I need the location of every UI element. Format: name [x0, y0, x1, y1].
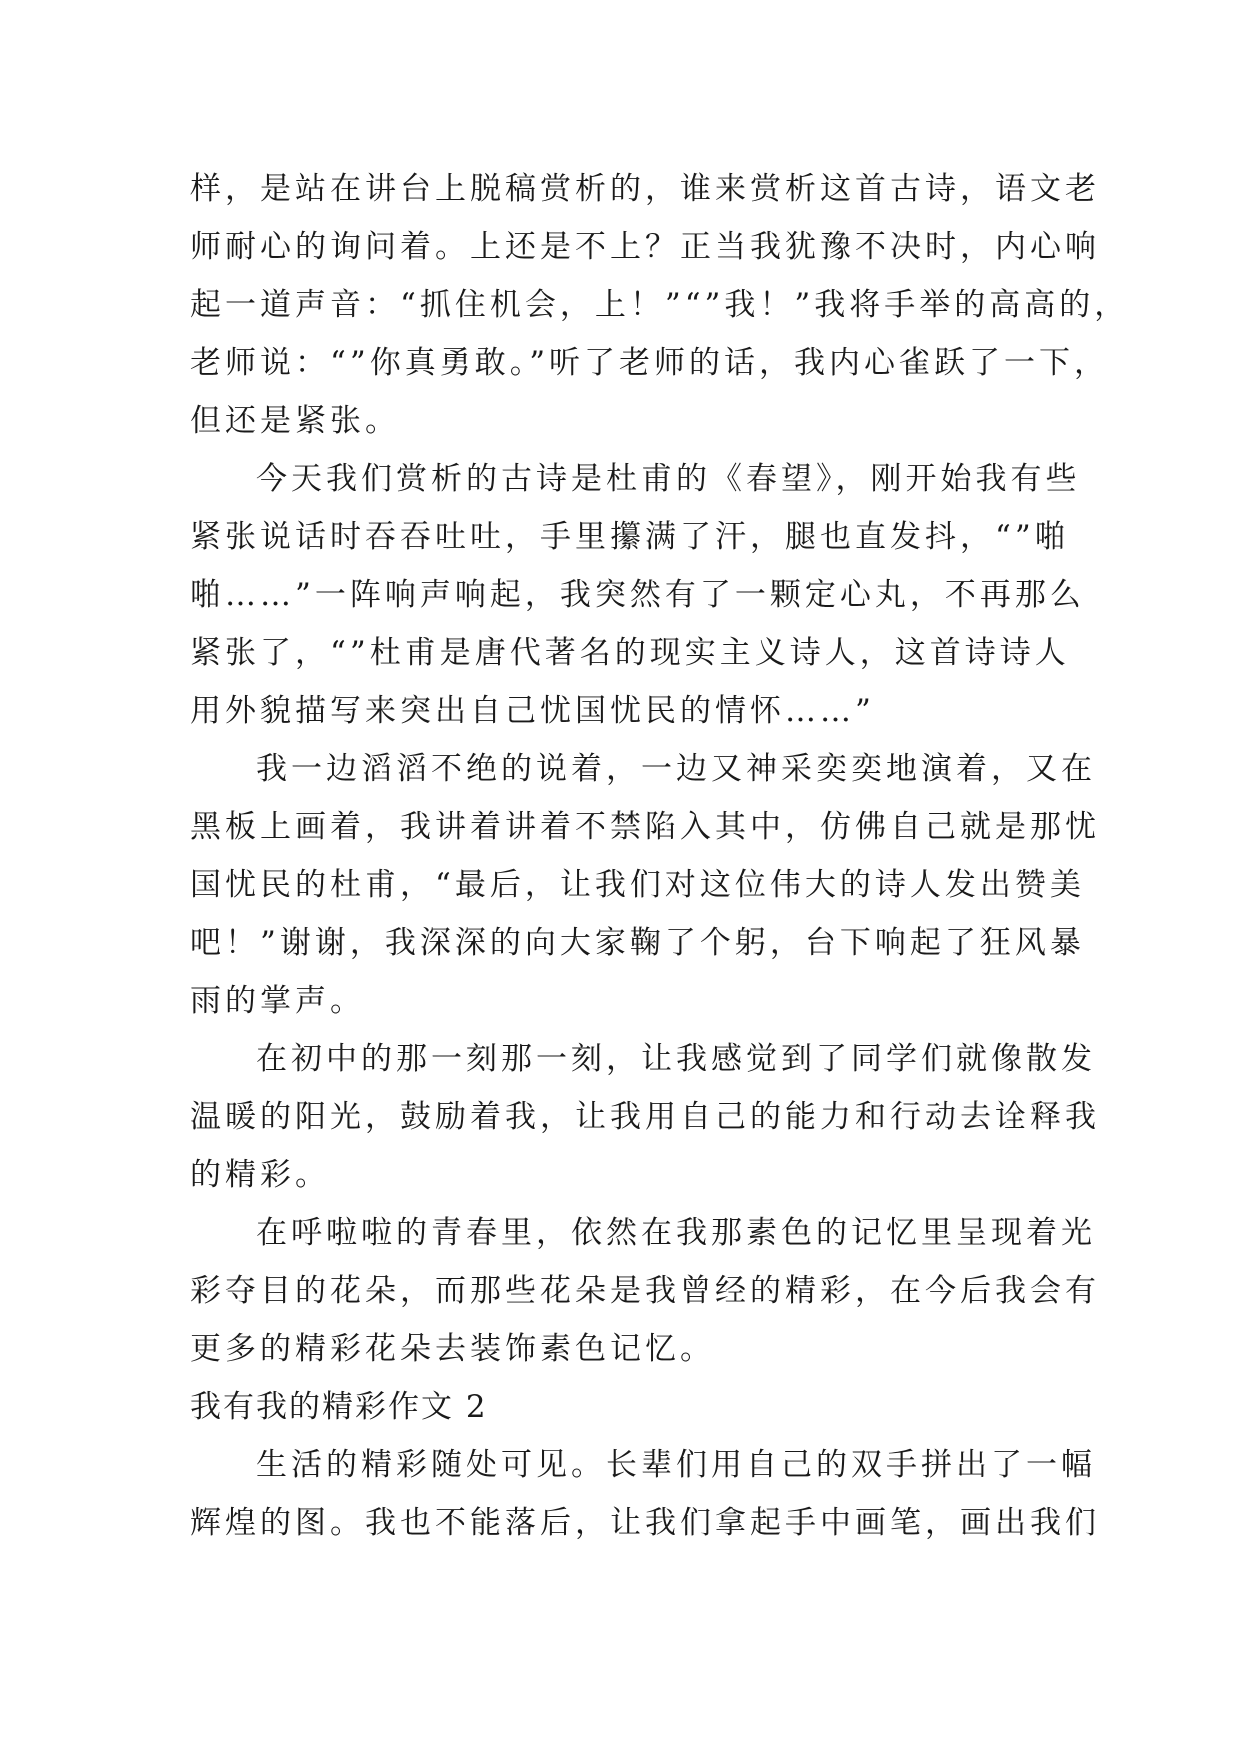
text-line: 起一道声音：“抓住机会，上！”“”我！”我将手举的高高的， — [190, 287, 1130, 323]
text-line: 在初中的那一刻那一刻，让我感觉到了同学们就像散发 — [256, 1041, 1096, 1077]
text-line: 彩夺目的花朵，而那些花朵是我曾经的精彩，在今后我会有 — [190, 1273, 1100, 1309]
text-line: 老师说：“”你真勇敢。”听了老师的话，我内心雀跃了一下， — [190, 345, 1110, 381]
text-line: 啪……”一阵响声响起，我突然有了一颗定心丸，不再那么 — [190, 577, 1085, 613]
text-line: 师耐心的询问着。上还是不上？正当我犹豫不决时，内心响 — [190, 229, 1100, 265]
text-line: 我一边滔滔不绝的说着，一边又神采奕奕地演着，又在 — [256, 751, 1096, 787]
text-line: 生活的精彩随处可见。长辈们用自己的双手拼出了一幅 — [256, 1447, 1096, 1483]
document-body — [190, 160, 1130, 1552]
text-line: 国忧民的杜甫，“最后，让我们对这位伟大的诗人发出赞美 — [190, 867, 1085, 903]
text-line: 但还是紧张。 — [190, 403, 400, 439]
text-line: 今天我们赏析的古诗是杜甫的《春望》，刚开始我有些 — [256, 461, 1081, 497]
section-heading: 我有我的精彩作文 2 — [190, 1389, 488, 1425]
text-line: 雨的掌声。 — [190, 983, 365, 1019]
text-line: 的精彩。 — [190, 1157, 330, 1193]
text-line: 样，是站在讲台上脱稿赏析的，谁来赏析这首古诗，语文老 — [190, 171, 1100, 207]
text-line: 温暖的阳光，鼓励着我，让我用自己的能力和行动去诠释我 — [190, 1099, 1100, 1135]
text-line: 吧！”谢谢，我深深的向大家鞠了个躬，台下响起了狂风暴 — [190, 925, 1085, 961]
text-line: 黑板上画着，我讲着讲着不禁陷入其中，仿佛自己就是那忧 — [190, 809, 1100, 845]
text-line: 在呼啦啦的青春里，依然在我那素色的记忆里呈现着光 — [256, 1215, 1096, 1251]
text-line: 紧张说话时吞吞吐吐，手里攥满了汗，腿也直发抖，“”啪 — [190, 519, 1070, 555]
text-line: 更多的精彩花朵去装饰素色记忆。 — [190, 1331, 715, 1367]
text-line: 用外貌描写来突出自己忧国忧民的情怀……” — [190, 693, 875, 729]
text-line: 紧张了，“”杜甫是唐代著名的现实主义诗人，这首诗诗人 — [190, 635, 1070, 671]
text-line: 辉煌的图。我也不能落后，让我们拿起手中画笔，画出我们 — [190, 1505, 1100, 1541]
